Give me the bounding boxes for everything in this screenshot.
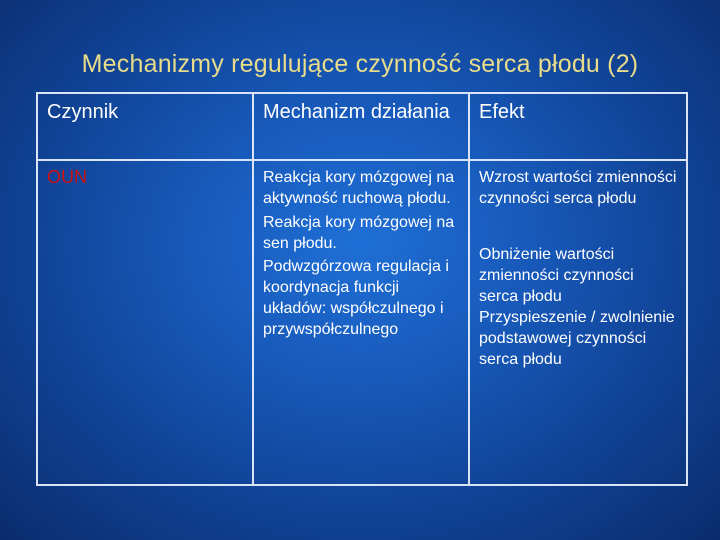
header-mechanism: Mechanizm działania <box>253 93 469 160</box>
effect-cell <box>469 160 687 485</box>
factor-cell <box>37 160 253 485</box>
mechanism-item-sleep: Reakcja kory mózgowej na sen płodu. <box>263 214 455 252</box>
table-row <box>37 160 687 485</box>
effect-item-increase: Wzrost wartości zmienności czynności serca płodu <box>479 169 677 207</box>
mechanisms-table <box>36 92 688 486</box>
mechanism-item-motor: Reakcja kory mózgowej na aktywność ruchową płodu. <box>263 169 455 207</box>
slide-title: Mechanizmy regulujące czynność serca płodu (2) <box>81 50 639 78</box>
header-factor: Czynnik <box>37 93 253 160</box>
mechanism-cell <box>253 160 469 485</box>
factor-label: OUN <box>47 167 87 187</box>
effect-item-rate: Przyspieszenie / zwolnienie podstawowej czynności serca płodu <box>479 309 675 368</box>
header-effect: Efekt <box>469 93 687 160</box>
table-header-row <box>37 93 687 160</box>
effect-item-decrease: Obniżenie wartości zmienności czynności serca płodu <box>479 246 634 305</box>
mechanism-item-hypothalamic: Podwzgórzowa regulacja i koordynacja funkcji układów: współczulnego i przywspółczulnego <box>263 258 449 338</box>
